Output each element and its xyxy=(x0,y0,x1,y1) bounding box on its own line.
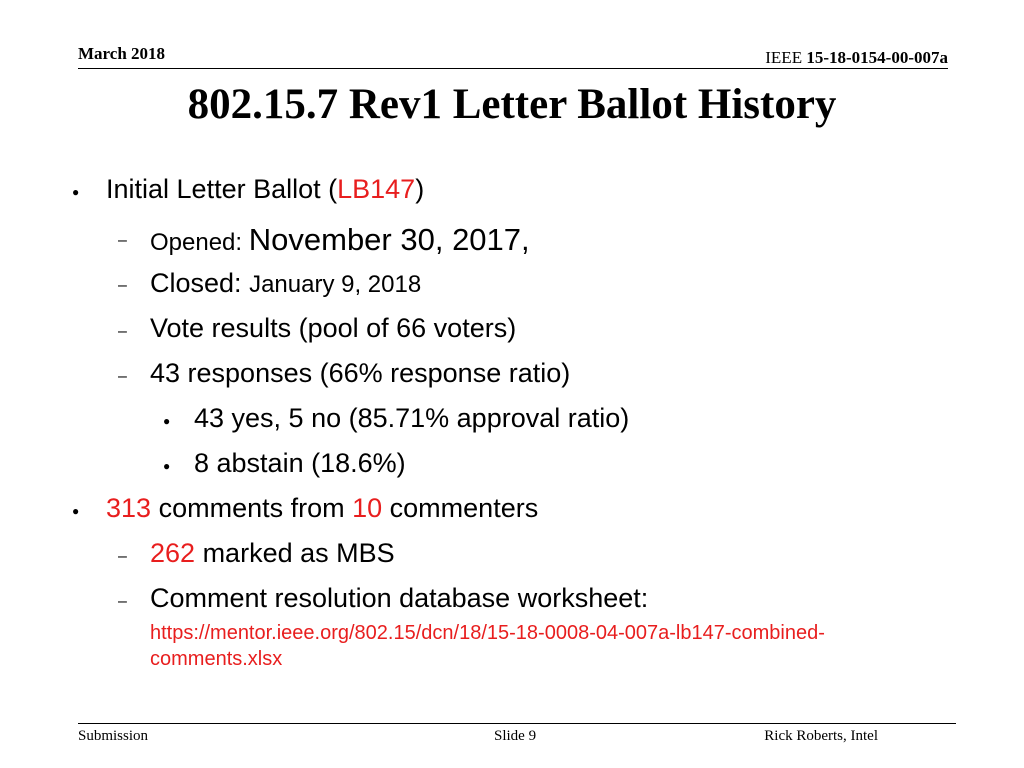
dash-icon: – xyxy=(118,277,127,294)
bullet-responses: 43 responses (66% response ratio) xyxy=(150,358,571,388)
bullet-closed xyxy=(150,268,421,299)
footer-author: Rick Roberts, Intel xyxy=(764,728,878,744)
bullet-dot-icon: ● xyxy=(72,504,80,518)
dash-icon: – xyxy=(118,323,127,340)
footer-rule xyxy=(78,723,956,724)
bullet-opened xyxy=(150,222,530,258)
bullet-dot-icon: ● xyxy=(163,414,171,428)
bullet-initial-ballot: Initial Letter Ballot (LB147) xyxy=(106,174,425,204)
footer-submission: Submission xyxy=(78,728,149,744)
mbs-count: 262 xyxy=(150,538,196,568)
bullet-worksheet: Comment resolution database worksheet: xyxy=(150,583,649,613)
bullet-abstain: 8 abstain (18.6%) xyxy=(194,448,406,478)
worksheet-link-line-1[interactable]: https://mentor.ieee.org/802.15/dcn/18/15-18-0008-04-007a-lb147-combined- xyxy=(150,622,825,644)
ballot-ref: LB147 xyxy=(337,174,416,204)
commenter-count: 10 xyxy=(352,493,383,523)
header-doc-number: 15-18-0154-00-007a xyxy=(806,48,948,67)
header-date: March 2018 xyxy=(78,44,166,63)
bullet-dot-icon: ● xyxy=(163,459,171,473)
header-doc-id xyxy=(765,48,948,68)
comment-count: 313 xyxy=(106,493,152,523)
opened-value: November 30, 2017, xyxy=(248,222,530,257)
bullet-mbs: 262 marked as MBS xyxy=(150,538,395,568)
closed-label: Closed: xyxy=(150,268,250,298)
bullet-comments: 313 comments from 10 commenters xyxy=(106,493,539,523)
dash-icon: – xyxy=(118,548,127,565)
footer-slide-number: Slide 9 xyxy=(494,728,537,744)
dash-icon: – xyxy=(118,368,127,385)
opened-label: Opened: xyxy=(150,229,249,256)
header-org: IEEE xyxy=(765,48,803,67)
header-rule xyxy=(78,68,948,69)
bullet-yes-no: 43 yes, 5 no (85.71% approval ratio) xyxy=(194,403,630,433)
bullet-vote-results: Vote results (pool of 66 voters) xyxy=(150,313,517,343)
bullet-dot-icon: ● xyxy=(72,185,80,199)
worksheet-link-line-2[interactable]: comments.xlsx xyxy=(150,648,283,670)
dash-icon: – xyxy=(118,593,127,610)
slide-title: 802.15.7 Rev1 Letter Ballot History xyxy=(187,81,837,128)
closed-value: January 9, 2018 xyxy=(249,271,422,298)
dash-icon: – xyxy=(118,232,127,249)
